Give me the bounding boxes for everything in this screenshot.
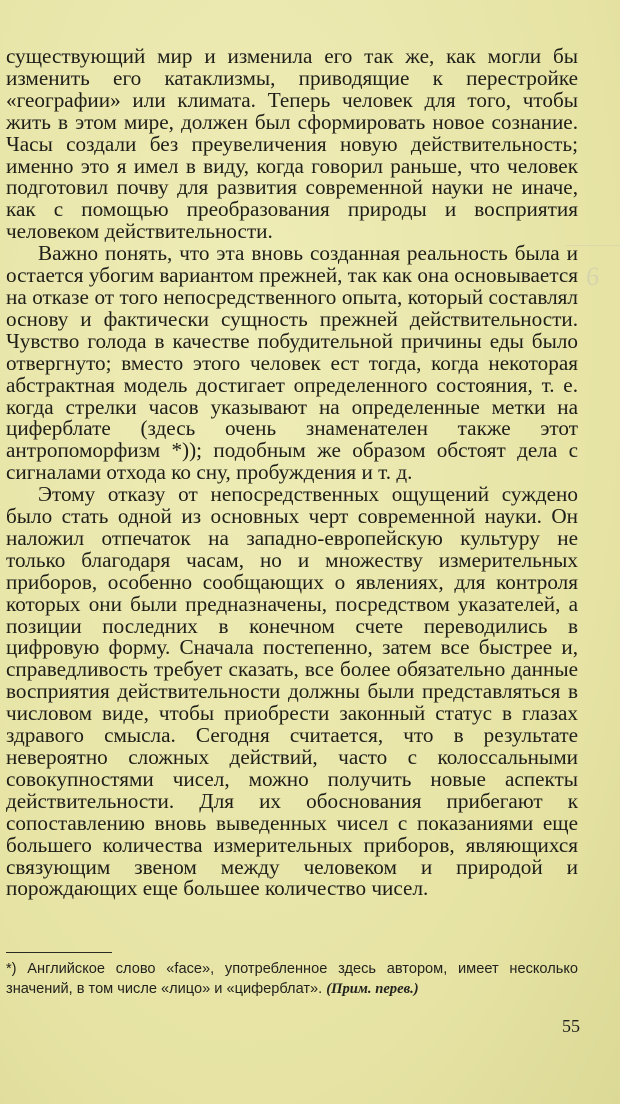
paragraph: Важно понять, что эта вновь созданная реальность была и остается убогим вариантом прежней, так как она основывается на отказе от того непосредственного опыта, который составлял основу и фактически сущность прежней действительности. Чувство голода в качестве побудительной причины еды было отвергнуто; вместо этого человек ест тогда, когда некоторая абстрактная модель достигает определенного состояния, т. е. когда стрелки часов указывают на определенные метки на циферблате (здесь очень знаменателен также этот антропоморфизм *)); подобным же образом обстоят дела с сигналами отхода ко сну, пробуждения и т. д. bbox=[6, 241, 578, 485]
footnote-divider bbox=[6, 952, 112, 953]
paragraph: Этому отказу от непосредственных ощущений суждено было стать одной из основных черт современной науки. Он наложил отпечаток на западно-европейскую культуру не только благодаря часам, но и множеству измерительных приборов, особенно сообщающих о явлениях, для контроля которых они были предназначены, посредством указателей, а позиции последних в конечном счете переводились в цифровую форму. Сначала постепенно, затем все быстрее и, справедливость требует сказать, все более обязательно данные восприятия действительности должны были представляться в числовом виде, чтобы приобрести законный статус в глазах здравого смысла. Сегодня считается, что в результате невероятно сложных действий, часто с колоссальными совокупностями чисел, можно получить новые аспекты действительности. Для их обоснования прибегают к сопоставлению вновь выведенных чисел с показаниями еще большего количества измерительных приборов, являющихся связующим звеном между человеком и природой и порождающих еще большее количество чисел. bbox=[6, 482, 578, 901]
margin-pencil-mark: 6 bbox=[583, 261, 601, 292]
main-text bbox=[6, 46, 578, 900]
margin-pencil-line bbox=[566, 245, 620, 246]
footnote-text: *) Английское слово «face», употребленное здесь автором, имеет несколько значений, в том числе «лицо» и «циферблат». bbox=[6, 961, 578, 997]
footnote bbox=[6, 959, 578, 999]
page-number: 55 bbox=[562, 1016, 580, 1036]
footnote-editor-note: (Прим. перев.) bbox=[326, 981, 419, 997]
paragraph: существующий мир и изменила его так же, как могли бы изменить его катаклизмы, приводящие к перестройке «географии» или климата. Теперь человек для того, чтобы жить в этом мире, должен был сформировать новое сознание. Часы создали без преувеличения новую действительность; именно это я имел в виду, когда говорил раньше, что человек подготовил почву для развития современной науки не иначе, как с помощью преобразования природы и восприятия человеком действительности. bbox=[6, 44, 578, 244]
